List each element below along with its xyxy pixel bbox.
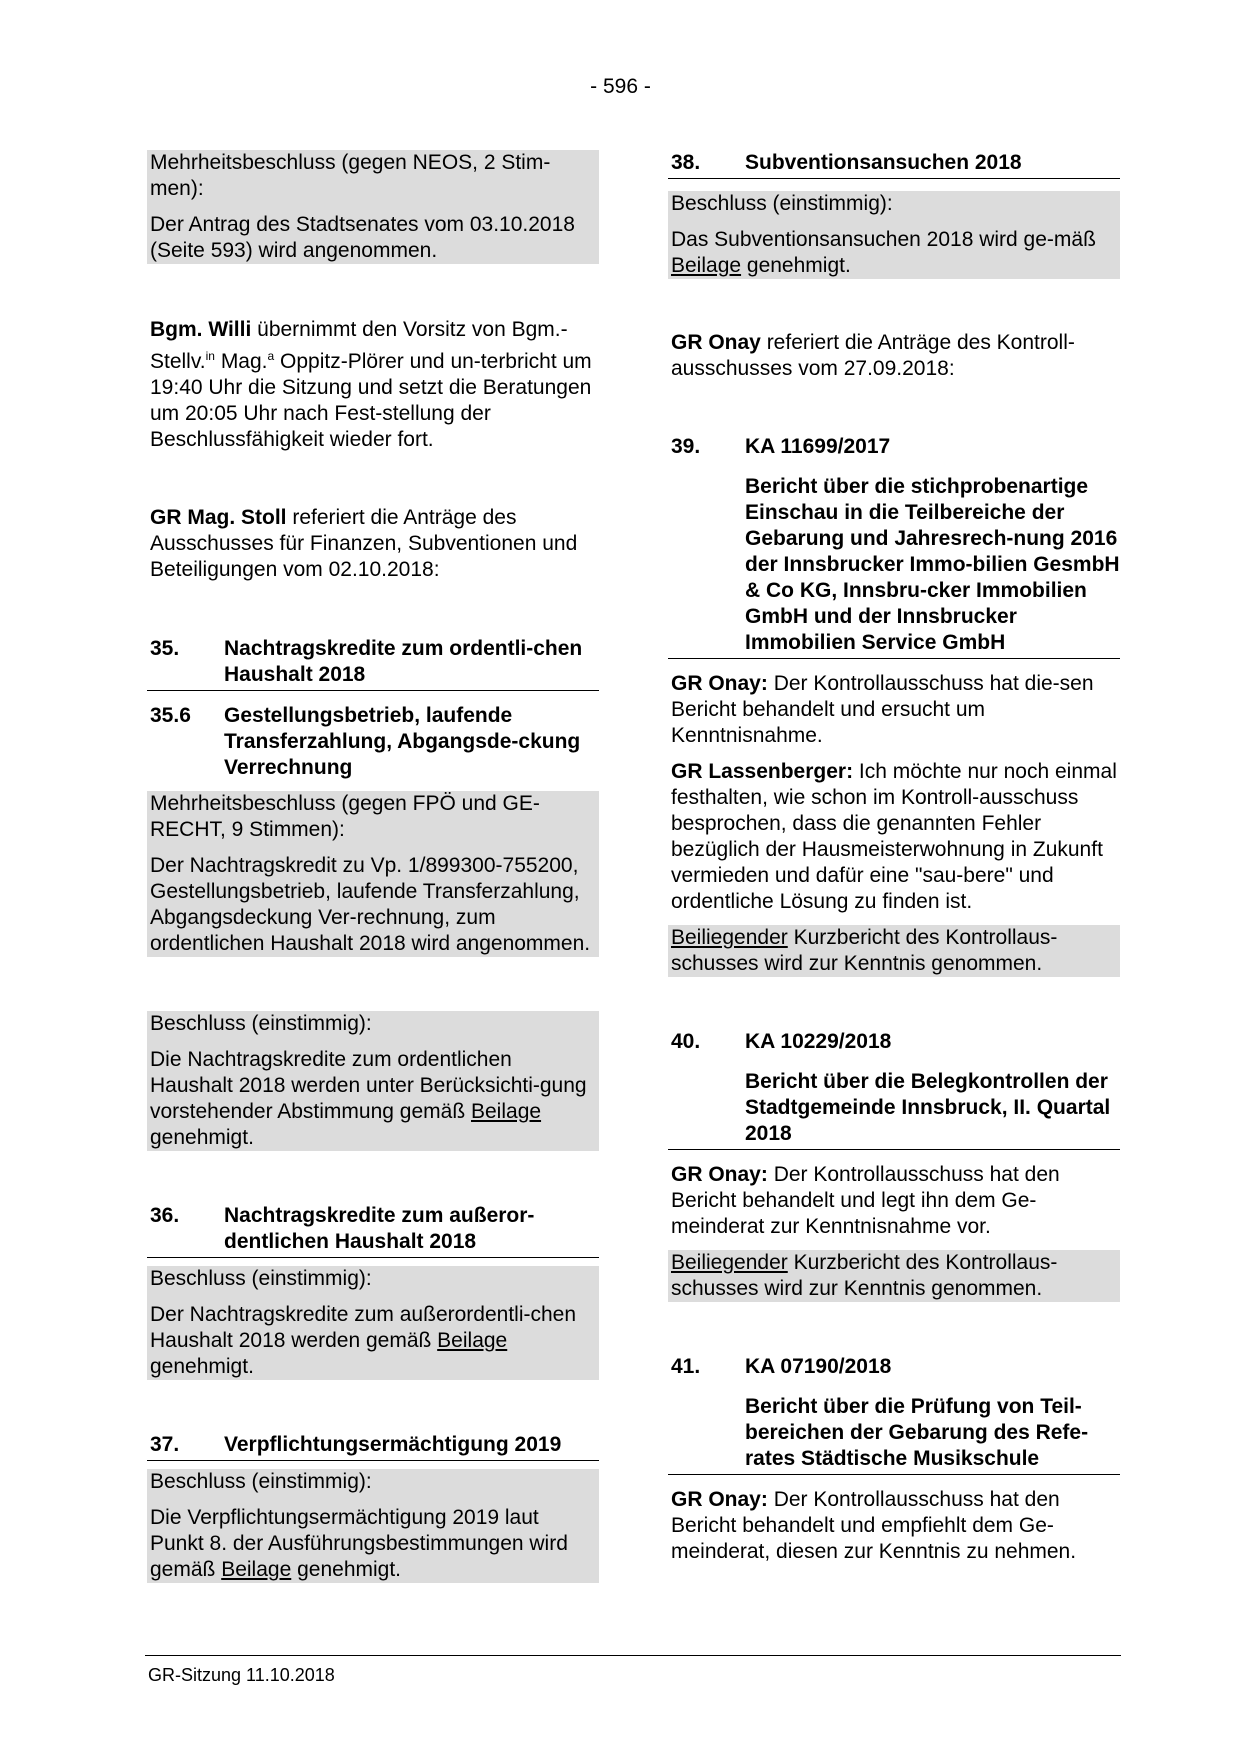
referent-paragraph: GR Mag. Stoll referiert die Anträge des Ausschusses für Finanzen, Subventionen und Beteiligungen vom 02.10.2018: <box>150 506 578 581</box>
resolution-text: Die Verpflichtungsermächtigung 2019 laut Punkt 8. der Ausführungsbestimmungen wird gemäß Beilage genehmigt. <box>150 1506 568 1581</box>
vote-result: Mehrheitsbeschluss (gegen FPÖ und GE-RECHT, 9 Stimmen): <box>150 792 540 841</box>
speaker-name: GR Onay: <box>671 672 768 695</box>
speaker-name: GR Onay: <box>671 1163 768 1186</box>
resolution-box <box>668 1250 1120 1302</box>
attachment-link[interactable]: Beilage <box>471 1100 542 1123</box>
resolution-text: Der Nachtragskredite zum außerordentli-chen Haushalt 2018 werden gemäß Beilage genehmigt. <box>150 1303 577 1378</box>
speaker-name: Bgm. Willi <box>150 318 252 341</box>
attachment-link[interactable]: Beilage <box>671 254 742 277</box>
resolution-text: Der Nachtragskredit zu Vp. 1/899300-755200, Gestellungsbetrieb, laufende Transferzahlung, Abgangsdeckung Ver-rechnung, zum ordentlichen Haushalt 2018 wird angenommen. <box>150 854 591 955</box>
heading-35-6: 35.6 Gestellungsbetrieb, laufende Transferzahlung, Abgangsde-ckung Verrechnung <box>150 704 581 779</box>
vote-result: Beschluss (einstimmig): <box>671 192 893 215</box>
heading-40: 40. KA 10229/2018 <box>671 1030 892 1053</box>
resolution-box <box>147 1469 599 1583</box>
resolution-box <box>668 191 1120 279</box>
heading-36: 36. Nachtragskredite zum außeror-dentlichen Haushalt 2018 <box>147 1203 599 1258</box>
attachment-link[interactable]: Beilage <box>437 1329 508 1352</box>
resolution-box <box>668 925 1120 977</box>
heading-41-subtitle: Bericht über die Prüfung von Teil-bereichen der Gebarung des Refe-rates Städtische Musikschule <box>668 1394 1120 1475</box>
heading-37: 37. Verpflichtungsermächtigung 2019 <box>147 1432 599 1461</box>
chair-paragraph: Bgm. Willi übernimmt den Vorsitz von Bgm.-Stellv.$^{in}$ Mag.$^a$ Oppitz-Plörer und un-terbricht um 19:40 Uhr die Sitzung und setzt die Beratungen um 20:05 Uhr nach Fest-stellung der Beschlussfähigkeit wieder fort. <box>150 318 592 451</box>
right-column <box>668 150 1120 1565</box>
statement: GR Onay: Der Kontrollausschuss hat den Bericht behandelt und empfiehlt dem Ge-meinderat, diesen zur Kenntnis zu nehmen. <box>671 1488 1077 1563</box>
attachment-link[interactable]: Beiliegender <box>671 1251 788 1274</box>
resolution-box <box>147 1011 599 1151</box>
vote-result: Beschluss (einstimmig): <box>150 1470 372 1493</box>
attachment-link[interactable]: Beilage <box>221 1558 292 1581</box>
heading-40-subtitle: Bericht über die Belegkontrollen der Stadtgemeinde Innsbruck, II. Quartal 2018 <box>668 1069 1120 1150</box>
resolution-box <box>147 150 599 264</box>
vote-result: Beschluss (einstimmig): <box>150 1267 372 1290</box>
left-column <box>147 150 599 1583</box>
resolution-box <box>147 1266 599 1380</box>
speaker-name: GR Onay: <box>671 1488 768 1511</box>
resolution-text: Die Nachtragskredite zum ordentlichen Haushalt 2018 werden unter Berücksichti-gung vorstehender Abstimmung gemäß Beilage genehmigt. <box>150 1048 587 1149</box>
heading-35: 35. Nachtragskredite zum ordentli-chen Haushalt 2018 <box>147 636 599 691</box>
heading-39: 39. KA 11699/2017 <box>671 435 891 458</box>
footer-text: GR-Sitzung 11.10.2018 <box>148 1665 335 1685</box>
speaker-name: GR Onay <box>671 331 761 354</box>
referent-paragraph: GR Onay referiert die Anträge des Kontroll-ausschusses vom 27.09.2018: <box>671 331 1075 380</box>
heading-41: 41. KA 07190/2018 <box>671 1355 892 1378</box>
resolution-text: Der Antrag des Stadtsenates vom 03.10.2018 (Seite 593) wird angenommen. <box>150 213 575 262</box>
speaker-name: GR Lassenberger: <box>671 760 854 783</box>
footer-divider <box>145 1655 1121 1656</box>
statement: GR Onay: Der Kontrollausschuss hat den Bericht behandelt und legt ihn dem Ge-meinderat zur Kenntnisnahme vor. <box>671 1163 1060 1238</box>
vote-result: Mehrheitsbeschluss (gegen NEOS, 2 Stim-men): <box>150 151 551 200</box>
resolution-text: Beiliegender Kurzbericht des Kontrollaus-schusses wird zur Kenntnis genommen. <box>671 926 1058 975</box>
page-number: - 596 - <box>590 75 651 98</box>
heading-39-subtitle: Bericht über die stichprobenartige Einschau in die Teilbereiche der Gebarung und Jahresrech-nung 2016 der Innsbrucker Immo-bilien GesmbH & Co KG, Innsbru-cker Immobilien GmbH und der Innsbrucker Immobilien Service GmbH <box>668 474 1120 659</box>
heading-38: 38. Subventionsansuchen 2018 <box>668 150 1120 179</box>
vote-result: Beschluss (einstimmig): <box>150 1012 372 1035</box>
speaker-name: GR Mag. Stoll <box>150 506 287 529</box>
statement: GR Lassenberger: Ich möchte nur noch einmal festhalten, wie schon im Kontroll-ausschuss besprochen, dass die genannten Fehler bezüglich der Hausmeisterwohnung in Zukunft vermieden und dafür eine "sau-bere" und ordentliche Lösung zu finden ist. <box>671 760 1117 913</box>
resolution-text: Beiliegender Kurzbericht des Kontrollaus-schusses wird zur Kenntnis genommen. <box>671 1251 1058 1300</box>
resolution-box <box>147 791 599 957</box>
statement: GR Onay: Der Kontrollausschuss hat die-sen Bericht behandelt und ersucht um Kenntnisnahme. <box>671 672 1094 747</box>
resolution-text: Das Subventionsansuchen 2018 wird ge-mäß Beilage genehmigt. <box>671 228 1096 277</box>
attachment-link[interactable]: Beiliegender <box>671 926 788 949</box>
